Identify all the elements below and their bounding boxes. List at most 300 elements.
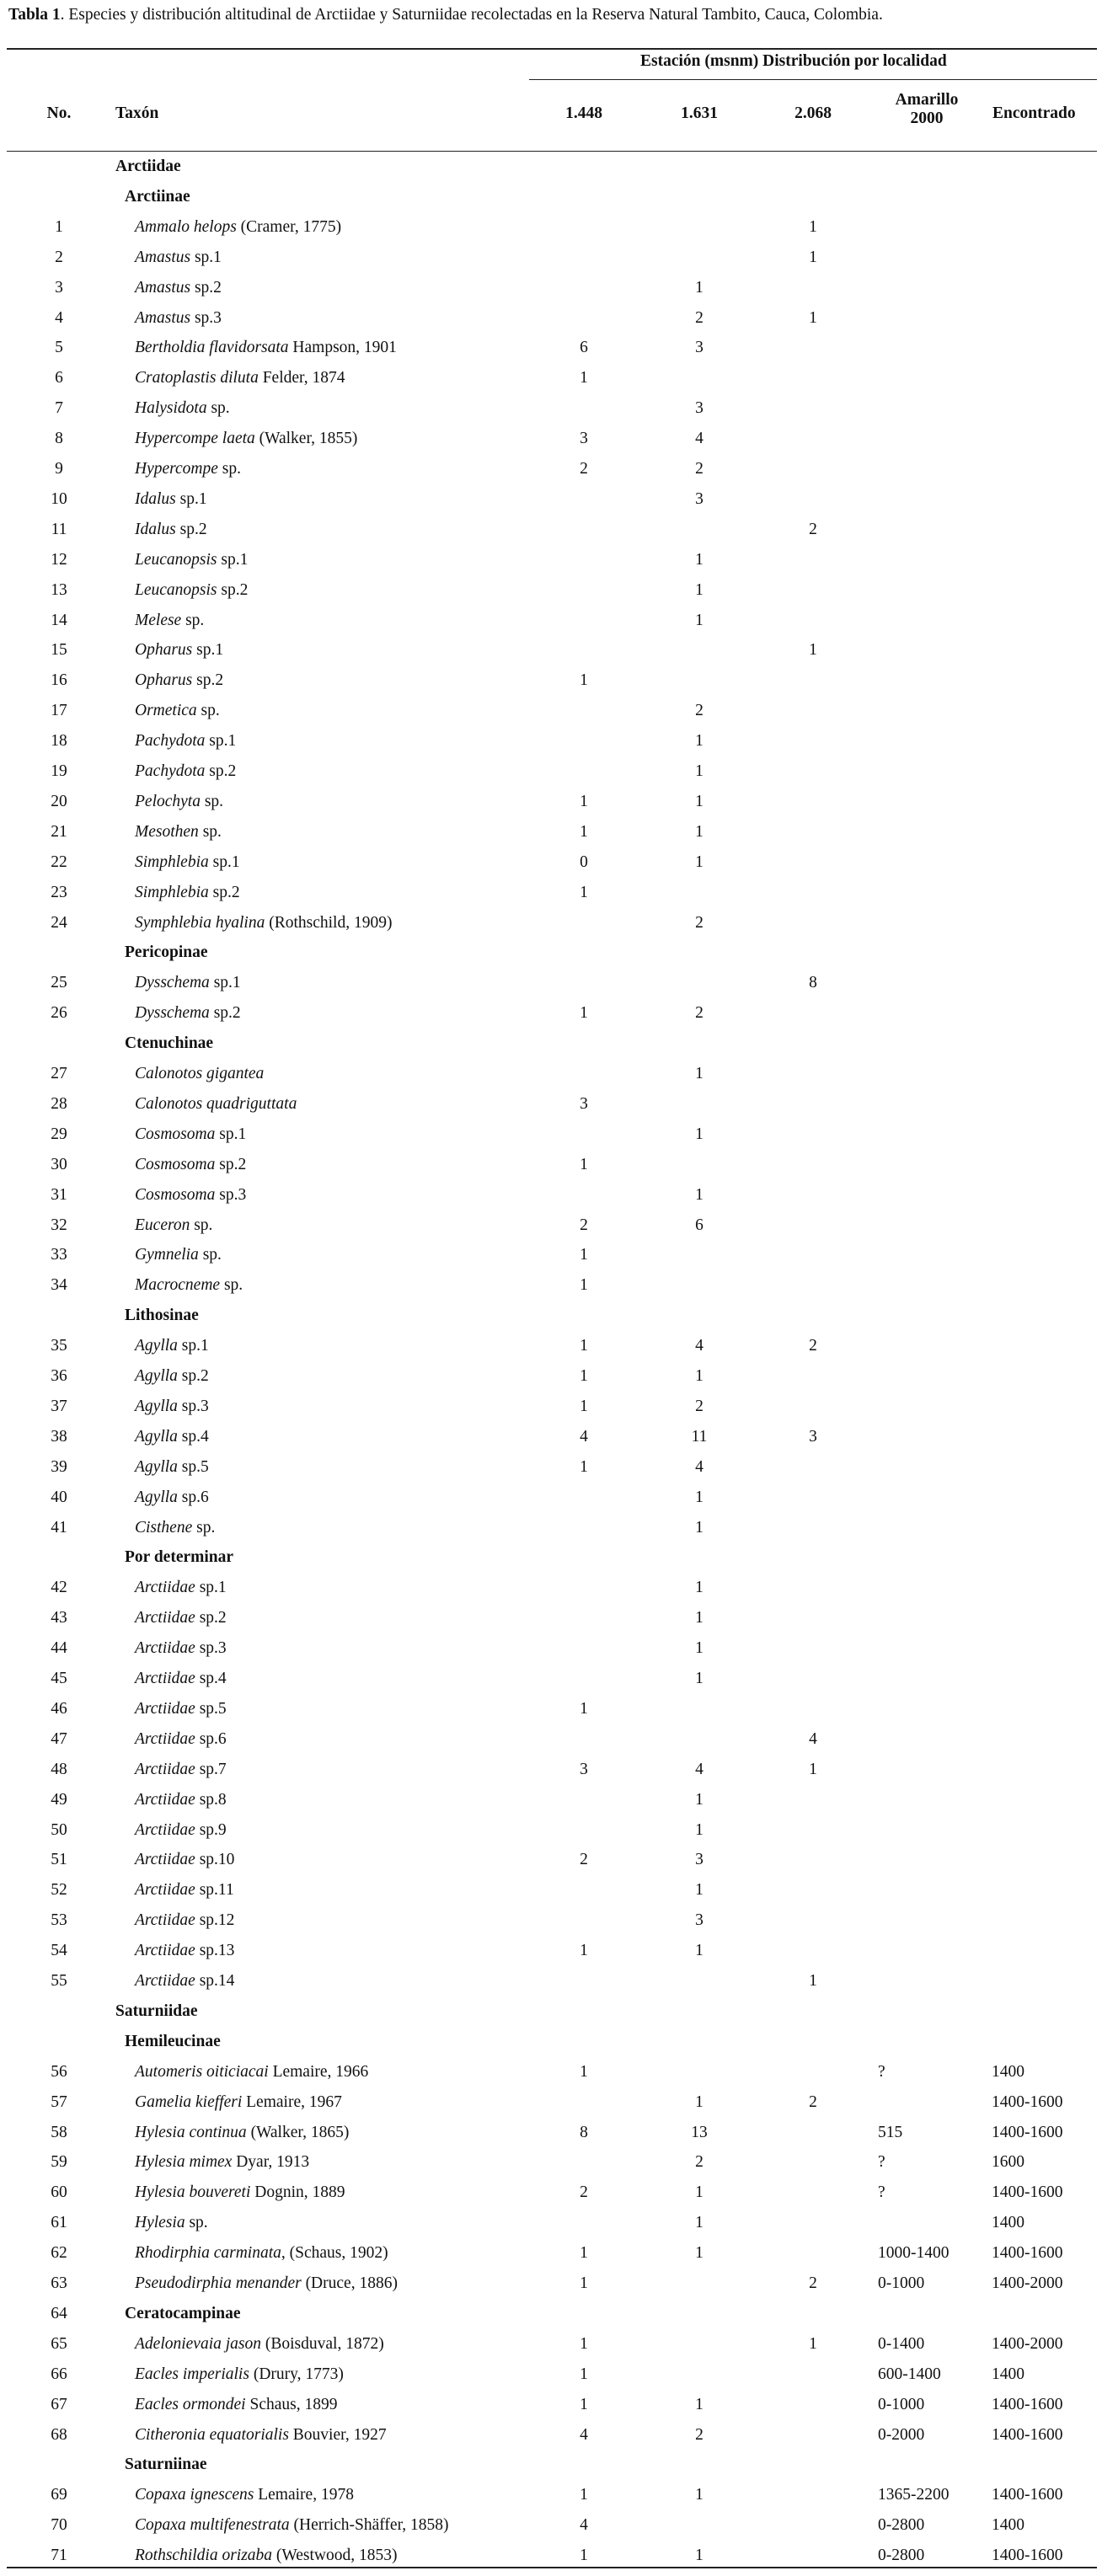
table-top-rule (7, 48, 1097, 50)
row-number: 68 (51, 2425, 67, 2444)
taxon-scientific-name: Ammalo helops (135, 217, 237, 236)
count-station-2068: 8 (809, 974, 817, 992)
count-station-1448: 1 (580, 2486, 588, 2504)
row-number: 61 (51, 2214, 67, 2232)
taxon-scientific-name: Arctiidae (135, 1911, 195, 1930)
header-amarillo (885, 91, 969, 128)
taxon-name (135, 2153, 309, 2172)
count-station-1448: 1 (580, 2365, 588, 2383)
taxon-scientific-name: Arctiidae (135, 1699, 195, 1718)
count-station-1631: 1 (695, 2214, 703, 2232)
taxon-name (135, 2396, 337, 2414)
taxon-authority: sp. (198, 1246, 222, 1264)
taxon-authority: sp.6 (177, 1488, 209, 1506)
taxon-authority: Lemaire, 1966 (268, 2062, 369, 2081)
taxon-scientific-name: Arctiidae (135, 1972, 195, 1990)
family-heading-row (0, 152, 1102, 182)
count-station-1631: 1 (695, 1518, 703, 1537)
taxon-authority: Schaus, 1899 (245, 2395, 338, 2413)
count-station-1631: 1 (695, 762, 703, 780)
table-row (0, 908, 1102, 938)
count-station-1448: 1 (580, 792, 588, 810)
table-row (0, 1240, 1102, 1270)
taxon-authority: sp.7 (195, 1760, 227, 1778)
count-station-1631: 1 (695, 1609, 703, 1627)
taxon-scientific-name: Copaxa multifenestrata (135, 2516, 290, 2535)
taxon-name (135, 732, 236, 751)
row-number: 56 (51, 2062, 67, 2081)
encontrado-range: 1400-1600 (992, 2092, 1063, 2111)
taxon-name (135, 1942, 234, 1960)
count-station-1448: 1 (580, 883, 588, 901)
row-number: 26 (51, 1004, 67, 1023)
header-encontrado: Encontrado (992, 104, 1076, 122)
header-station-2068: 2.068 (794, 104, 832, 122)
taxon-name (135, 369, 345, 387)
table-row (0, 2541, 1102, 2571)
count-station-1631: 1 (695, 1367, 703, 1385)
count-station-1631: 1 (695, 2092, 703, 2111)
count-station-1631: 1 (695, 732, 703, 751)
row-number: 35 (51, 1337, 67, 1355)
count-station-1448: 2 (580, 460, 588, 478)
count-station-2068: 3 (809, 1427, 817, 1446)
taxon-scientific-name: Arctiidae (135, 1639, 195, 1658)
amarillo-2000-range: 1000-1400 (878, 2244, 950, 2263)
taxon-authority: (Walker, 1855) (254, 430, 358, 448)
table-row (0, 1755, 1102, 1785)
row-number: 51 (51, 1851, 67, 1869)
table-row (0, 2087, 1102, 2118)
encontrado-range: 1400 (992, 2516, 1024, 2535)
count-station-1631: 1 (695, 1670, 703, 1687)
count-station-1448: 2 (580, 1851, 588, 1869)
count-station-2068: 1 (809, 641, 817, 660)
taxon-authority: Hampson, 1901 (288, 339, 397, 357)
count-station-1631: 1 (695, 1881, 703, 1900)
subfamily-heading-row (0, 1029, 1102, 1059)
table-row (0, 212, 1102, 243)
taxon-authority: Felder, 1874 (258, 369, 345, 387)
taxon-name (135, 1398, 209, 1416)
table-row (0, 998, 1102, 1029)
row-number: 9 (55, 460, 63, 478)
amarillo-2000-range: ? (878, 2153, 885, 2172)
count-station-2068: 1 (809, 1972, 817, 1990)
taxon-name (135, 1428, 209, 1446)
count-station-1631: 1 (695, 580, 703, 599)
taxon-authority: sp.2 (190, 278, 222, 297)
table-row (0, 1120, 1102, 1150)
row-number: 8 (55, 430, 63, 448)
row-number: 6 (55, 369, 63, 387)
taxon-scientific-name: Arctiidae (135, 1729, 195, 1748)
subfamily-heading: Saturniinae (125, 2456, 207, 2474)
table-row (0, 1936, 1102, 1966)
table-row (0, 363, 1102, 393)
table-row (0, 1180, 1102, 1211)
table-row (0, 575, 1102, 606)
count-station-1448: 8 (580, 2123, 588, 2141)
row-number: 66 (51, 2365, 67, 2383)
row-number: 4 (55, 308, 63, 327)
taxon-scientific-name: Calonotos gigantea (135, 1065, 265, 1082)
table-row (0, 1815, 1102, 1846)
table-row (0, 2118, 1102, 2148)
count-station-2068: 4 (809, 1729, 817, 1748)
table-row (0, 847, 1102, 878)
taxon-scientific-name: Arctiidae (135, 1760, 195, 1778)
taxon-scientific-name: Idalus (135, 520, 176, 538)
table-row (0, 1724, 1102, 1755)
row-number: 71 (51, 2547, 67, 2565)
table-row (0, 1331, 1102, 1361)
header-taxon: Taxón (115, 104, 159, 122)
taxon-scientific-name: Ormetica (135, 702, 197, 720)
table-row (0, 817, 1102, 847)
taxon-authority: sp.3 (195, 1639, 227, 1658)
taxon-authority: sp.3 (177, 1397, 209, 1415)
taxon-name (135, 309, 222, 328)
encontrado-range: 1400-1600 (992, 2395, 1063, 2413)
table-row (0, 2510, 1102, 2541)
taxon-authority: sp.4 (195, 1670, 227, 1687)
taxon-name (135, 1095, 297, 1114)
subfamily-heading-row (0, 182, 1102, 212)
amarillo-2000-range: 0-2800 (878, 2547, 925, 2565)
taxon-scientific-name: Hypercompe laeta (135, 430, 255, 448)
taxon-authority: sp.13 (195, 1942, 235, 1960)
taxon-name (135, 1065, 264, 1083)
row-number: 57 (51, 2092, 67, 2111)
subfamily-heading-row (0, 2299, 1102, 2329)
taxon-authority: sp.1 (209, 974, 241, 992)
subfamily-heading: Ctenuchinae (125, 1034, 214, 1053)
taxon-authority: sp.2 (175, 520, 207, 538)
taxon-authority: (Cramer, 1775) (236, 217, 342, 236)
table-row (0, 787, 1102, 817)
row-number: 45 (51, 1670, 67, 1687)
taxon-authority: sp. (196, 702, 220, 720)
taxon-scientific-name: Amastus (135, 248, 191, 266)
taxon-name (135, 490, 207, 509)
taxon-scientific-name: Calonotos quadriguttata (135, 1094, 297, 1113)
subfamily-heading-row (0, 938, 1102, 968)
taxon-name (135, 521, 207, 539)
row-number: 47 (51, 1729, 67, 1748)
encontrado-range: 1400-1600 (992, 2425, 1063, 2444)
taxon-scientific-name: Halysidota (135, 399, 207, 418)
count-station-1448: 1 (580, 1699, 588, 1718)
row-number: 36 (51, 1367, 67, 1385)
taxon-name (135, 1700, 227, 1718)
table-caption-label: Tabla 1 (8, 6, 61, 24)
count-station-1631: 1 (695, 1790, 703, 1809)
row-number: 13 (51, 580, 67, 599)
taxon-name (135, 2214, 208, 2232)
table-row (0, 1875, 1102, 1905)
row-number: 58 (51, 2123, 67, 2141)
row-number: 69 (51, 2486, 67, 2504)
encontrado-range: 1400 (992, 2365, 1024, 2383)
amarillo-2000-range: ? (878, 2062, 885, 2081)
taxon-authority: sp. (192, 1518, 216, 1537)
count-station-1631: 2 (695, 2153, 703, 2172)
taxon-authority: (Westwood, 1853) (272, 2547, 398, 2565)
taxon-name (135, 2274, 398, 2293)
amarillo-2000-range: 0-1000 (878, 2274, 925, 2292)
taxon-scientific-name: Agylla (135, 1427, 178, 1446)
taxon-name (135, 1730, 227, 1749)
count-station-1631: 1 (695, 611, 703, 629)
table-row (0, 2480, 1102, 2510)
count-station-1631: 3 (695, 489, 703, 508)
table-row (0, 1089, 1102, 1120)
taxon-authority: sp.1 (177, 1337, 209, 1355)
taxon-scientific-name: Hypercompe (135, 460, 218, 478)
taxon-name (135, 218, 341, 237)
count-station-1631: 1 (695, 2183, 703, 2202)
count-station-1631: 3 (695, 399, 703, 418)
row-number: 1 (55, 217, 63, 236)
table-row (0, 2178, 1102, 2208)
taxon-authority: (Drury, 1773) (249, 2365, 344, 2383)
taxon-name (135, 1911, 234, 1930)
taxon-name (135, 1276, 243, 1295)
taxon-name (135, 2124, 349, 2142)
taxon-authority: sp.6 (195, 1729, 227, 1748)
taxon-authority: sp.2 (217, 580, 249, 599)
row-number: 27 (51, 1065, 67, 1082)
table-row (0, 1452, 1102, 1483)
taxon-name (135, 430, 357, 448)
row-number: 7 (55, 399, 63, 418)
taxon-scientific-name: Pseudodirphia menander (135, 2274, 302, 2292)
taxon-authority: sp.2 (177, 1367, 209, 1385)
taxon-scientific-name: Gamelia kiefferi (135, 2092, 243, 2111)
table-row (0, 1633, 1102, 1664)
count-station-1631: 1 (695, 1488, 703, 1506)
count-station-1448: 1 (580, 1942, 588, 1960)
table-row (0, 1392, 1102, 1422)
taxon-authority: sp.11 (195, 1881, 234, 1900)
count-station-1448: 2 (580, 2183, 588, 2202)
count-station-1631: 1 (695, 852, 703, 871)
taxon-name (135, 1791, 227, 1809)
taxon-name (135, 581, 248, 600)
subfamily-heading: Ceratocampinae (125, 2304, 241, 2322)
table-row (0, 2420, 1102, 2450)
taxon-scientific-name: Arctiidae (135, 1579, 195, 1597)
count-station-1631: 1 (695, 1639, 703, 1658)
taxon-scientific-name: Idalus (135, 489, 176, 508)
table-row (0, 1694, 1102, 1724)
table-row (0, 1573, 1102, 1603)
taxon-authority: sp. (181, 611, 205, 629)
table-row (0, 1905, 1102, 1936)
taxon-name (135, 612, 204, 630)
table-row (0, 2329, 1102, 2360)
taxon-scientific-name: Pachydota (135, 732, 206, 751)
taxon-scientific-name: Amastus (135, 308, 191, 327)
taxon-scientific-name: Arctiidae (135, 1942, 195, 1960)
row-number: 14 (51, 611, 67, 629)
row-number: 33 (51, 1246, 67, 1264)
taxon-scientific-name: Agylla (135, 1367, 178, 1385)
count-station-1631: 1 (695, 1942, 703, 1960)
count-station-1448: 1 (580, 1276, 588, 1295)
taxon-name (135, 2244, 388, 2263)
row-number: 53 (51, 1911, 67, 1930)
taxon-name (135, 1851, 234, 1869)
count-station-1631: 1 (695, 2486, 703, 2504)
count-station-1631: 2 (695, 702, 703, 720)
table-row (0, 1785, 1102, 1815)
row-number: 34 (51, 1276, 67, 1295)
taxon-name (135, 2426, 387, 2445)
table-row (0, 454, 1102, 484)
row-number: 65 (51, 2334, 67, 2353)
encontrado-range: 1600 (992, 2153, 1024, 2172)
row-number: 32 (51, 1216, 67, 1234)
count-station-2068: 1 (809, 2334, 817, 2353)
taxon-name (135, 1761, 227, 1779)
taxon-authority: sp.1 (205, 732, 237, 751)
count-station-1631: 3 (695, 1911, 703, 1930)
taxon-scientific-name: Gymnelia (135, 1246, 199, 1264)
count-station-1448: 4 (580, 1427, 588, 1446)
row-number: 59 (51, 2153, 67, 2172)
count-station-1448: 1 (580, 2244, 588, 2263)
row-number: 41 (51, 1518, 67, 1537)
encontrado-range: 1400-1600 (992, 2244, 1063, 2263)
count-station-1631: 1 (695, 1065, 703, 1082)
table-row (0, 878, 1102, 908)
count-station-1631: 2 (695, 1397, 703, 1415)
taxon-scientific-name: Hylesia continua (135, 2123, 247, 2141)
subfamily-heading-row (0, 2450, 1102, 2480)
taxon-scientific-name: Agylla (135, 1337, 178, 1355)
row-number: 30 (51, 1155, 67, 1173)
taxon-authority: , (Schaus, 1902) (281, 2244, 388, 2263)
row-number: 67 (51, 2395, 67, 2413)
taxon-name (135, 1488, 209, 1507)
taxon-authority: (Walker, 1865) (246, 2123, 350, 2141)
row-number: 48 (51, 1760, 67, 1778)
table-caption (8, 6, 883, 24)
taxon-authority: sp.2 (195, 1609, 227, 1627)
header-no: No. (46, 104, 72, 122)
taxon-authority: sp.4 (177, 1427, 209, 1446)
table-row (0, 1664, 1102, 1694)
taxon-name (135, 1337, 209, 1355)
taxon-authority: sp.2 (208, 883, 240, 901)
taxon-authority: sp.5 (195, 1699, 227, 1718)
table-row (0, 1513, 1102, 1543)
taxon-authority: sp. (217, 460, 241, 478)
count-station-1448: 0 (580, 852, 588, 871)
taxon-name (135, 1458, 209, 1477)
amarillo-2000-range: 515 (878, 2123, 903, 2141)
taxon-name (135, 2063, 368, 2082)
taxon-scientific-name: Eacles ormondei (135, 2395, 246, 2413)
subfamily-heading: Lithosinae (125, 1307, 199, 1325)
row-number: 62 (51, 2244, 67, 2263)
taxon-name (135, 2547, 398, 2565)
count-station-1631: 4 (695, 1337, 703, 1355)
row-number: 22 (51, 852, 67, 871)
taxon-scientific-name: Adelonievaia jason (135, 2334, 262, 2353)
header-station-1631: 1.631 (681, 104, 718, 122)
taxon-name (135, 1972, 234, 1991)
count-station-2068: 1 (809, 308, 817, 327)
taxon-name (135, 884, 240, 902)
taxon-name (135, 1004, 241, 1023)
amarillo-2000-range: ? (878, 2183, 885, 2202)
row-number: 39 (51, 1457, 67, 1476)
row-number: 31 (51, 1185, 67, 1204)
count-station-1631: 1 (695, 2395, 703, 2413)
taxon-scientific-name: Euceron (135, 1216, 190, 1234)
count-station-1448: 1 (580, 1246, 588, 1264)
taxon-authority: (Herrich-Shäffer, 1858) (289, 2516, 449, 2535)
taxon-scientific-name: Agylla (135, 1397, 178, 1415)
taxon-authority: sp.1 (195, 1579, 227, 1597)
amarillo-2000-range: 0-2000 (878, 2425, 925, 2444)
table-row (0, 2208, 1102, 2238)
taxon-authority: sp. (206, 399, 230, 418)
amarillo-2000-range: 0-1000 (878, 2395, 925, 2413)
taxon-scientific-name: Rothschildia orizaba (135, 2547, 273, 2565)
taxon-scientific-name: Simphlebia (135, 883, 209, 901)
table-row (0, 393, 1102, 424)
taxon-authority: sp. (198, 822, 222, 841)
row-number: 11 (51, 520, 67, 538)
count-station-2068: 2 (809, 2092, 817, 2111)
table-row (0, 1059, 1102, 1089)
taxon-name (135, 1216, 212, 1235)
taxon-name (135, 551, 248, 569)
count-station-1448: 1 (580, 2334, 588, 2353)
row-number: 64 (51, 2304, 67, 2322)
row-number: 50 (51, 1820, 67, 1839)
row-number: 40 (51, 1488, 67, 1506)
taxon-name (135, 2093, 342, 2112)
taxon-scientific-name: Dysschema (135, 1004, 210, 1023)
taxon-scientific-name: Arctiidae (135, 1851, 195, 1869)
taxon-scientific-name: Arctiidae (135, 1670, 195, 1687)
row-number: 17 (51, 702, 67, 720)
row-number: 21 (51, 822, 67, 841)
count-station-1631: 1 (695, 792, 703, 810)
row-number: 60 (51, 2183, 67, 2202)
taxon-authority: sp.1 (190, 248, 222, 266)
row-number: 28 (51, 1094, 67, 1113)
table-row (0, 726, 1102, 756)
table-row (0, 756, 1102, 787)
row-number: 44 (51, 1639, 67, 1658)
count-station-1448: 1 (580, 1004, 588, 1023)
amarillo-2000-range: 600-1400 (878, 2365, 941, 2383)
amarillo-2000-range: 1365-2200 (878, 2486, 950, 2504)
taxon-scientific-name: Macrocneme (135, 1276, 221, 1295)
table-row (0, 1270, 1102, 1301)
taxon-scientific-name: Dysschema (135, 974, 210, 992)
station-group-rule (529, 79, 1097, 80)
taxon-authority: sp.1 (215, 1125, 247, 1143)
subfamily-heading: Pericopinae (125, 943, 208, 962)
row-number: 16 (51, 671, 67, 690)
